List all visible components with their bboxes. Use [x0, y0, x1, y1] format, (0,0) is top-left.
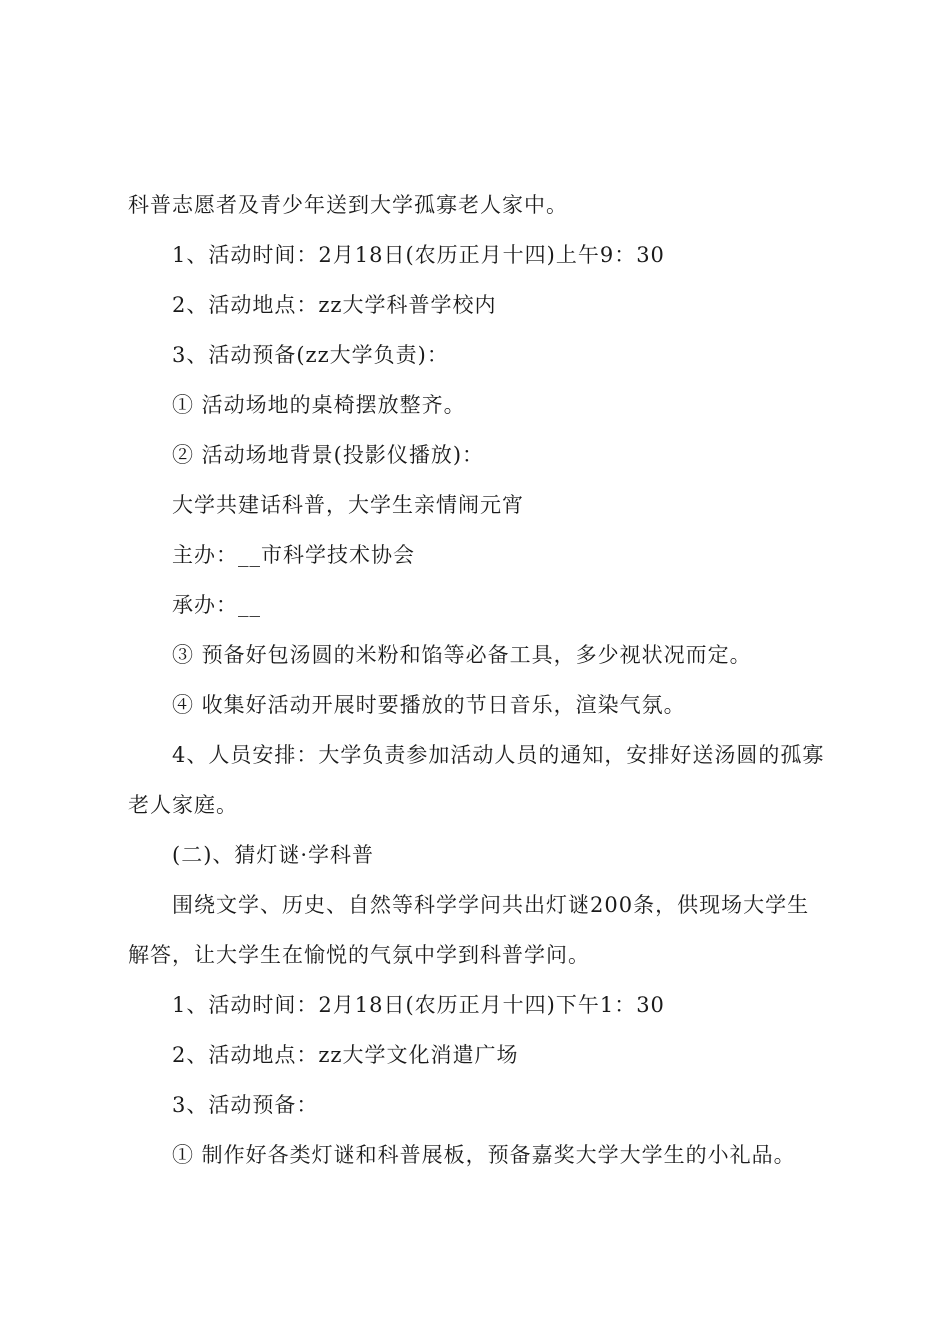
text-line: 3、活动预备(zz大学负责)： — [172, 343, 449, 367]
text-line: ① 活动场地的桌椅摆放整齐。 — [172, 393, 466, 417]
text-line: 解答，让大学生在愉悦的气氛中学到科普学问。 — [128, 943, 590, 967]
text-line: 1、活动时间：2月18日(农历正月十四)上午9：30 — [172, 243, 665, 267]
text-line: ① 制作好各类灯谜和科普展板，预备嘉奖大学大学生的小礼品。 — [172, 1143, 796, 1167]
text-line: 3、活动预备： — [172, 1093, 319, 1117]
text-line: 承办：__ — [172, 593, 261, 617]
text-line: 科普志愿者及青少年送到大学孤寡老人家中。 — [128, 193, 568, 217]
text-line: 1、活动时间：2月18日(农历正月十四)下午1：30 — [172, 993, 665, 1017]
text-line: 4、人员安排：大学负责参加活动人员的通知，安排好送汤圆的孤寡 — [172, 743, 825, 767]
text-line: ② 活动场地背景(投影仪播放)： — [172, 443, 485, 467]
text-line: ④ 收集好活动开展时要播放的节日音乐，渲染气氛。 — [172, 693, 686, 717]
text-line: 围绕文学、历史、自然等科学学问共出灯谜200条，供现场大学生 — [172, 893, 810, 917]
text-line: 2、活动地点：zz大学文化消遣广场 — [172, 1043, 519, 1067]
section-heading: (二)、猜灯谜·学科普 — [172, 843, 375, 867]
text-line: 2、活动地点：zz大学科普学校内 — [172, 293, 497, 317]
text-line: ③ 预备好包汤圆的米粉和馅等必备工具，多少视状况而定。 — [172, 643, 752, 667]
text-line: 老人家庭。 — [128, 793, 238, 817]
text-line: 大学共建话科普，大学生亲情闹元宵 — [172, 493, 524, 517]
text-line: 主办：__市科学技术协会 — [172, 543, 415, 567]
